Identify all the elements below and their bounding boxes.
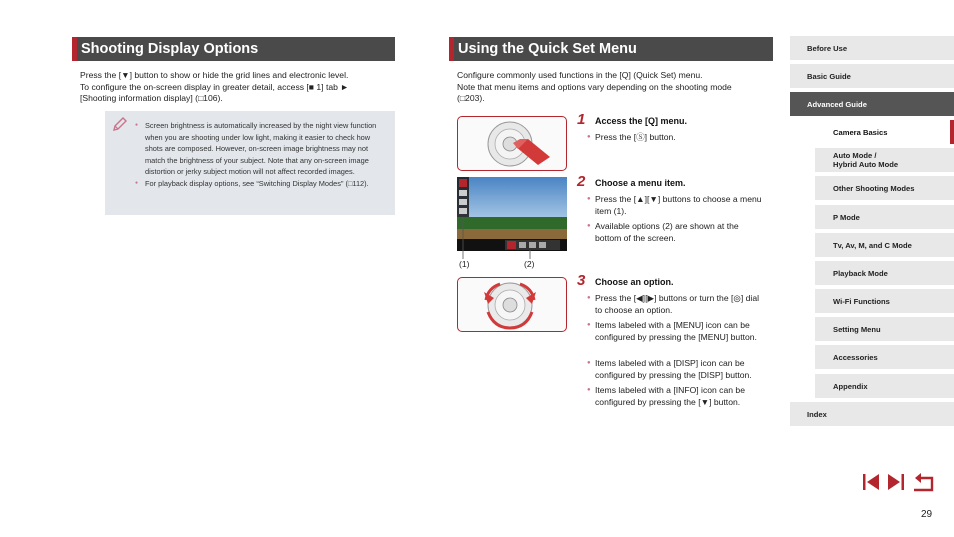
intro-line: Configure commonly used functions in the [Q] (Quick Set) menu. (457, 70, 703, 80)
nav-appendix[interactable]: Appendix (815, 374, 954, 398)
step-bullet: ● Items labeled with a [MENU] icon can be configured by pressing the [MENU] button. (587, 320, 765, 343)
pencil-icon (111, 116, 129, 134)
step-bullet: ● Press the [◀][▶] buttons or turn the [◎] dial to choose an option. (587, 293, 765, 316)
nav-playback-mode[interactable]: Playback Mode (815, 261, 954, 285)
nav-auto-mode[interactable] (815, 148, 954, 172)
control-dial-image (457, 277, 567, 332)
quick-set-intro (457, 70, 777, 105)
step-number: 3 (577, 272, 586, 289)
nav-p-mode[interactable]: P Mode (815, 205, 954, 229)
step-bullet: ● Press the [Ⓢ] button. (587, 132, 765, 144)
step-number: 1 (577, 111, 586, 128)
intro-line: Note that menu items and options vary depending on the shooting mode (457, 81, 732, 92)
section-title-shooting-display: Shooting Display Options (72, 37, 395, 61)
nav-camera-basics[interactable]: Camera Basics (815, 120, 954, 144)
step-bullet: ● Press the [▲][▼] buttons to choose a menu item (1). (587, 194, 765, 217)
intro-line: Press the [▼] button to show or hide the grid lines and electronic level. (80, 70, 349, 80)
next-page-icon[interactable] (887, 472, 905, 492)
nav-index[interactable]: Index (790, 402, 954, 426)
note-item: ● Screen brightness is automatically increased by the night view function when you are shooting under low light, making it easier to check how shots are composed. However, on-screen image brightness may not match the brightness of your subject. Note that any on-screen image distortion or jerky subject motion will not affect recorded images. (135, 120, 385, 178)
step-number: 2 (577, 173, 586, 190)
nav-basic-guide[interactable]: Basic Guide (790, 64, 954, 88)
callout-lines (457, 177, 567, 267)
nav-label: Hybrid Auto Mode (833, 160, 899, 169)
intro-line: [Shooting information display] (□106). (80, 93, 223, 104)
nav-accessories[interactable]: Accessories (815, 345, 954, 369)
nav-label: Auto Mode / (833, 151, 877, 160)
step-heading: Choose an option. (595, 277, 674, 287)
nav-setting-menu[interactable]: Setting Menu (815, 317, 954, 341)
step-bullet: ● Available options (2) are shown at the bottom of the screen. (587, 221, 765, 244)
section-title-quick-set: Using the Quick Set Menu (449, 37, 773, 61)
camera-dial-image (457, 116, 567, 171)
nav-wifi-functions[interactable]: Wi-Fi Functions (815, 289, 954, 313)
nav-advanced-guide[interactable]: Advanced Guide (790, 92, 954, 116)
step-bullet: ● Items labeled with a [DISP] icon can be configured by pressing the [DISP] button. (587, 358, 765, 381)
intro-line: (□203). (457, 93, 485, 104)
nav-tv-av-m-c[interactable]: Tv, Av, M, and C Mode (815, 233, 954, 257)
step-heading: Access the [Q] menu. (595, 116, 688, 126)
previous-page-icon[interactable] (862, 472, 880, 492)
dial-press-illustration (458, 117, 567, 171)
callout-label: (1) (459, 259, 470, 269)
step-bullet: ● Items labeled with a [INFO] icon can be configured by pressing the [▼] button. (587, 385, 765, 408)
return-icon[interactable] (911, 472, 935, 492)
callout-label: (2) (524, 259, 535, 269)
note-item: ● For playback display options, see “Switching Display Modes” (□112). (135, 178, 385, 190)
intro-line: To configure the on-screen display in greater detail, access [■ 1] tab ► (80, 81, 349, 92)
shooting-display-intro (80, 70, 395, 105)
dial-rotate-illustration (458, 278, 567, 332)
page-number: 29 (921, 509, 933, 520)
nav-before-use[interactable]: Before Use (790, 36, 954, 60)
step-heading: Choose a menu item. (595, 178, 686, 188)
note-box (105, 111, 395, 215)
note-list (135, 120, 385, 190)
nav-other-shooting-modes[interactable]: Other Shooting Modes (815, 176, 954, 200)
